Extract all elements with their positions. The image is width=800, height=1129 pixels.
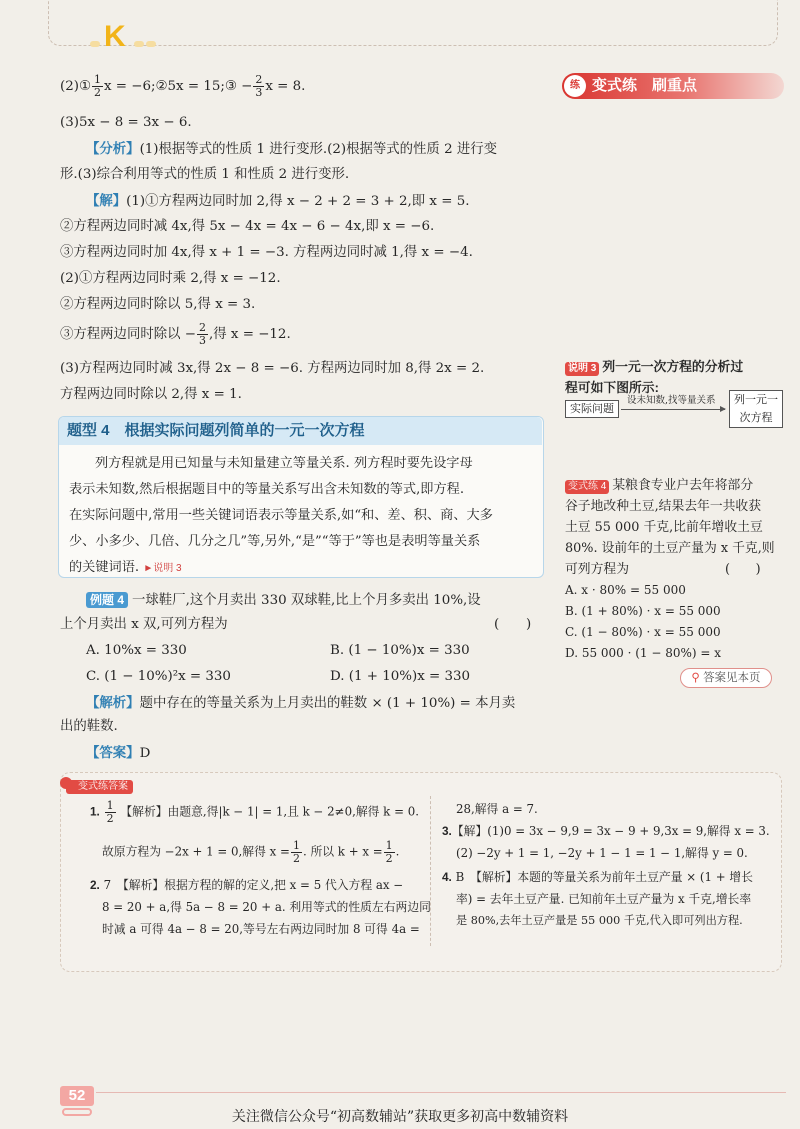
variant-line: 谷子地改种土豆,结果去年一共收获 (565, 499, 762, 514)
text-segment: (1)根据等式的性质 1 进行变形.(2)根据等式的性质 2 进行变 (139, 142, 498, 157)
text-segment: 题中存在的等量关系为上月卖出的鞋数 × (1 + 10%) = 本月卖 (139, 696, 516, 711)
text-line: ③方程两边同时加 4x,得 x + 1 = −3. 方程两边同时减 1,得 x = −4. (60, 245, 473, 260)
fraction-numerator: 1 (106, 799, 114, 812)
side-header (562, 73, 784, 99)
topic-paragraph: 表示未知数,然后根据题目中的等量关系写出含未知数的等式,即方程. (69, 482, 465, 497)
example-question (86, 588, 481, 614)
topic-box (58, 416, 544, 578)
text-segment: (2)① (60, 79, 91, 94)
text-segment: x = 8. (265, 79, 306, 94)
text-segment: 一球鞋厂,这个月卖出 330 双球鞋,比上个月多卖出 10%,设 (132, 593, 481, 608)
option-b: B. (1 + 80%) · x = 55 000 (565, 604, 721, 618)
answer-tag: 【答案】 (86, 745, 140, 761)
fraction-denominator: 3 (255, 86, 263, 99)
text-segment: (1)①方程两边同时加 2,得 x − 2 + 2 = 3 + 2,即 x = 5. (126, 194, 470, 209)
variant-badge: 变式练 4 (565, 480, 609, 494)
topic-paragraph (69, 555, 537, 582)
solution-tag: 【解】 (86, 193, 127, 209)
note-link[interactable]: ►说明 3 (143, 563, 182, 574)
answer-2-line: 28,解得 a = 7. (456, 802, 538, 816)
text-segment: x = −6;②5x = 15;③ − (103, 79, 253, 94)
option-b: B. (1 − 10%)x = 330 (330, 643, 470, 658)
note-line: 程可如下图所示: (565, 380, 659, 395)
option-c: C. (1 − 80%) · x = 55 000 (565, 625, 721, 639)
pin-icon: ⚲ (691, 672, 700, 684)
text-line: ②方程两边同时除以 5,得 x = 3. (60, 297, 256, 312)
option-d: D. (1 + 10%)x = 330 (330, 669, 471, 684)
flow-box-real-problem: 实际问题 (565, 400, 619, 418)
fraction-numerator: 1 (385, 839, 393, 852)
variant-line (565, 559, 787, 580)
fraction-denominator: 3 (199, 334, 206, 347)
fraction (197, 322, 208, 347)
answer-value: D (139, 746, 151, 761)
solution-line (86, 188, 469, 215)
page-number: 52 (60, 1086, 94, 1106)
analysis-line (86, 136, 497, 163)
text-segment: 列一元一次方程的分析过 (602, 359, 744, 374)
flow-box-equation (729, 390, 783, 428)
flow-arrow-icon (621, 409, 725, 410)
fraction (384, 840, 395, 865)
see-answer-button[interactable] (680, 668, 772, 688)
example-analysis (86, 690, 515, 717)
topic-body (69, 451, 537, 582)
note-badge: 说明 3 (565, 362, 599, 376)
logo (100, 20, 130, 54)
fraction (92, 74, 103, 99)
answer-number: 1. (90, 804, 100, 819)
text-segment: 可列方程为 (565, 562, 629, 577)
topic-paragraph: 少、小多少、几倍、几分之几”等,另外,“是”“等于”等也是表明等量关系 (69, 534, 481, 549)
flow-box-line: 列一元一 (734, 393, 778, 406)
text-segment: 的关键词语. (69, 560, 140, 575)
option-a: A. 10%x = 330 (86, 643, 187, 658)
example-analysis: 出的鞋数. (60, 719, 118, 734)
flow-diagram (565, 393, 787, 430)
answer-4-line: 是 80%,去年土豆产量是 55 000 千克,代入即可列出方程. (456, 914, 743, 927)
answer-2 (90, 874, 403, 896)
answer-4 (442, 866, 753, 888)
fraction (105, 800, 116, 825)
fraction-denominator: 2 (106, 812, 114, 825)
variant-4 (565, 475, 787, 664)
bottom-rule (96, 1092, 786, 1093)
logo-letter: K (104, 20, 126, 53)
note-line (565, 356, 787, 377)
answer-3-line: (2) −2y + 1 = 1, −2y + 1 − 1 = 1 − 1,解得 y = 0. (456, 846, 748, 860)
answer-blank: ( ) (725, 562, 761, 577)
answer-1-cont (102, 840, 399, 865)
text-segment: . 所以 k + x = (302, 844, 383, 859)
text-line (60, 74, 305, 100)
fraction-numerator: 1 (292, 839, 300, 852)
fraction (291, 840, 302, 865)
side-header-title: 变式练 刷重点 (592, 77, 698, 94)
answer-2-line: 8 = 20 + a,得 5a − 8 = 20 + a. 利用等式的性质左右两边同 (102, 900, 431, 914)
text-segment: B 【解析】本题的等量关系为前年土豆产量 × (1 + 增长 (455, 870, 753, 884)
analysis-tag: 【分析】 (86, 141, 140, 157)
text-line: ②方程两边同时减 4x,得 5x − 4x = 4x − 6 − 4x,即 x = −6. (60, 219, 435, 234)
text-segment: 7 【解析】根据方程的解的定义,把 x = 5 代入方程 ax − (103, 878, 404, 892)
flow-arrow-label: 设未知数,找等量关系 (627, 395, 716, 406)
text-segment: 【解析】由题意,得|k − 1| = 1,且 k − 2≠0,解得 k = 0. (120, 804, 419, 819)
variant-line: 土豆 55 000 千克,比前年增收土豆 (565, 520, 763, 535)
fraction-numerator: 2 (199, 321, 206, 334)
text-line: (2)①方程两边同时乘 2,得 x = −12. (60, 271, 281, 286)
answer-blank: ( ) (494, 617, 532, 632)
answers-label: 变式练答案 (66, 780, 133, 794)
answer-4-line: 率) = 去年土豆产量. 已知前年土豆产量为 x 千克,增长率 (456, 892, 752, 906)
variant-line (565, 475, 787, 496)
answer-number: 2. (90, 878, 100, 892)
text-line: (3)5x − 8 = 3x − 6. (60, 115, 192, 130)
option-a: A. x · 80% = 55 000 (565, 583, 686, 597)
option-d: D. 55 000 · (1 − 80%) = x (565, 646, 722, 660)
answer-1 (90, 800, 419, 825)
text-segment: ③方程两边同时除以 − (60, 327, 196, 342)
answer-3 (442, 820, 770, 842)
flow-box-line: 次方程 (739, 411, 773, 424)
option-c: C. (1 − 10%)²x = 330 (86, 669, 231, 684)
text-line: 形.(3)综合利用等式的性质 1 和性质 2 进行变形. (60, 167, 350, 182)
topic-paragraph: 在实际问题中,常用一些关键词语表示等量关系,如“和、差、积、商、大多 (69, 508, 493, 523)
answer-number: 4. (442, 870, 452, 884)
fraction-numerator: 2 (255, 73, 263, 86)
text-line: (3)方程两边同时减 3x,得 2x − 8 = −6. 方程两边同时加 8,得 2x = 2. (60, 361, 485, 376)
text-line: 方程两边同时除以 2,得 x = 1. (60, 387, 242, 402)
text-segment: 某粮食专业户去年将部分 (612, 478, 754, 493)
fraction-denominator: 2 (93, 86, 101, 99)
text-segment: 故原方程为 −2x + 1 = 0,解得 x = (102, 844, 290, 859)
fraction-denominator: 2 (292, 852, 300, 865)
fraction (253, 74, 264, 99)
see-answer-label: 答案见本页 (703, 672, 761, 684)
text-segment: ,得 x = −12. (209, 327, 291, 342)
analysis-tag: 【解析】 (86, 695, 140, 711)
topic-paragraph: 列方程就是用已知量与未知量建立等量关系. 列方程时要先设字母 (95, 456, 473, 471)
example-badge: 例题 4 (86, 592, 128, 608)
text-segment: 【解】(1)0 = 3x − 9,9 = 3x − 9 + 9,3x = 9,解得 x = 3. (451, 824, 770, 838)
text-segment: . (395, 844, 400, 859)
answer-2-line: 时减 a 可得 4a − 8 = 20,等号左右两边同时加 8 可得 4a = (102, 922, 420, 936)
practice-icon: 练 (564, 75, 586, 97)
example-answer (86, 740, 150, 767)
fraction-denominator: 2 (385, 852, 393, 865)
answers-divider (430, 796, 431, 946)
footer-note: 关注微信公众号“初高数辅站”获取更多初高中数辅资料 (231, 1109, 569, 1125)
answer-number: 3. (442, 824, 452, 838)
text-line (60, 322, 291, 348)
topic-title: 题型 4 根据实际问题列简单的一元一次方程 (59, 417, 542, 445)
example-question: 上个月卖出 x 双,可列方程为 (60, 617, 228, 632)
variant-line: 80%. 设前年的土豆产量为 x 千克,则 (565, 541, 775, 556)
fraction-numerator: 1 (93, 73, 101, 86)
